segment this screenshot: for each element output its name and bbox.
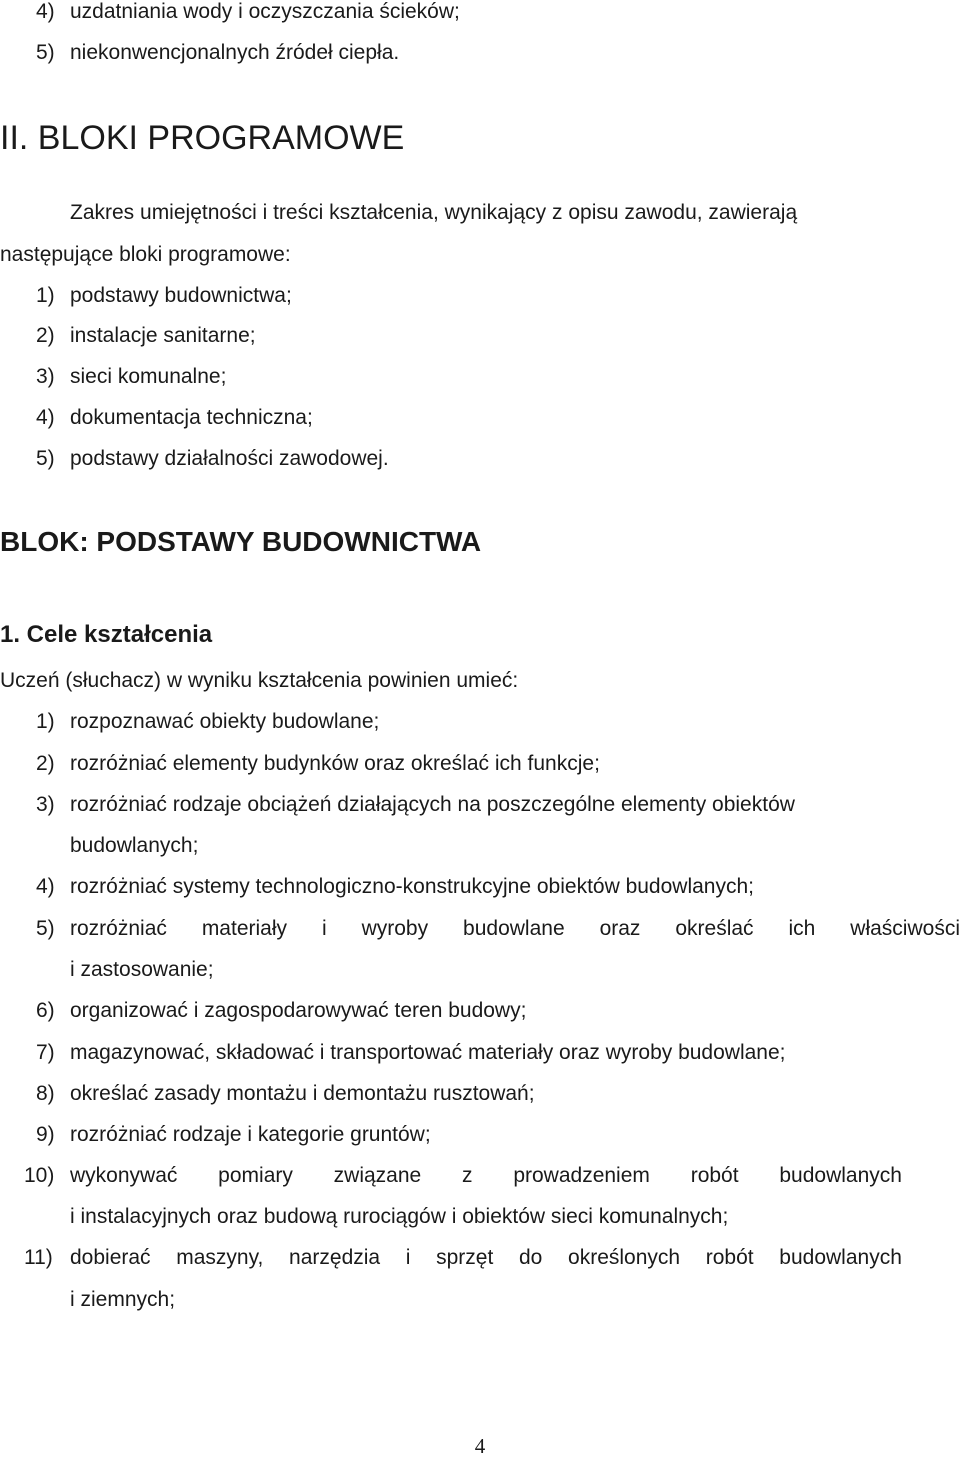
block-num-1: 1)	[36, 284, 55, 307]
goal-10-word: budowlanych	[779, 1164, 902, 1187]
goal-num-9: 9)	[36, 1123, 55, 1146]
goal-5-word: ich	[788, 917, 816, 940]
goal-10-word: z	[462, 1164, 473, 1187]
block-num-4: 4)	[36, 406, 55, 429]
goal-num-6: 6)	[36, 999, 55, 1022]
goal-num-4: 4)	[36, 875, 55, 898]
goal-5-word: materiały	[201, 917, 288, 940]
goal-item-11-cont: i ziemnych;	[70, 1288, 176, 1311]
goal-5-word: wyroby	[361, 917, 429, 940]
section-heading: II. BLOKI PROGRAMOWE	[0, 119, 405, 157]
goal-10-word: wykonywać	[70, 1164, 178, 1187]
goal-11-word: określonych	[568, 1246, 681, 1269]
goal-5-word: określać	[675, 917, 754, 940]
goals-heading: 1. Cele kształcenia	[0, 621, 213, 648]
goal-11-word: maszyny,	[176, 1246, 264, 1269]
goal-item-6: organizować i zagospodarowywać teren budowy;	[70, 999, 527, 1022]
top-list-num-4: 4)	[36, 0, 55, 23]
goal-5-word: i	[321, 917, 327, 940]
goal-5-word: budowlane	[463, 917, 565, 940]
goal-num-1: 1)	[36, 710, 55, 733]
goal-item-2: rozróżniać elementy budynków oraz określać ich funkcje;	[70, 752, 600, 775]
goal-11-word: sprzęt	[436, 1246, 494, 1269]
goal-10-word: robót	[690, 1164, 739, 1187]
goal-11-word: dobierać	[70, 1246, 151, 1269]
goal-10-word: prowadzeniem	[513, 1164, 650, 1187]
goal-num-11: 11)	[24, 1246, 53, 1269]
block-item-1: podstawy budownictwa;	[70, 284, 292, 307]
goal-num-3: 3)	[36, 793, 55, 816]
goals-intro: Uczeń (słuchacz) w wyniku kształcenia powinien umieć:	[0, 669, 519, 692]
goal-5-word: oraz	[599, 917, 641, 940]
goal-5-word: rozróżniać	[70, 917, 167, 940]
goal-num-7: 7)	[36, 1041, 55, 1064]
goal-11-word: budowlanych	[779, 1246, 902, 1269]
top-list-num-5: 5)	[36, 41, 55, 64]
top-list-item-5: niekonwencjonalnych źródeł ciepła.	[70, 41, 400, 64]
block-item-5: podstawy działalności zawodowej.	[70, 447, 389, 470]
block-num-3: 3)	[36, 365, 55, 388]
goal-11-word: robót	[705, 1246, 754, 1269]
goal-11-word: do	[518, 1246, 543, 1269]
page-number: 4	[474, 1434, 486, 1458]
goal-item-5	[70, 916, 960, 942]
goal-10-word: pomiary	[218, 1164, 293, 1187]
goal-10-word: związane	[333, 1164, 422, 1187]
goal-11-word: i	[405, 1246, 411, 1269]
goal-num-10: 10)	[24, 1164, 55, 1187]
goal-item-3: rozróżniać rodzaje obciążeń działających na poszczególne elementy obiektów	[70, 793, 795, 816]
goal-num-2: 2)	[36, 752, 55, 775]
intro-line-2: następujące bloki programowe:	[0, 243, 291, 266]
block-item-4: dokumentacja techniczna;	[70, 406, 313, 429]
intro-line-1: Zakres umiejętności i treści kształcenia, wynikający z opisu zawodu, zawierają	[70, 201, 798, 224]
goal-item-11	[70, 1245, 902, 1271]
block-num-2: 2)	[36, 324, 55, 347]
goal-item-3-cont: budowlanych;	[70, 834, 199, 857]
goal-11-word: narzędzia	[289, 1246, 381, 1269]
goal-item-4: rozróżniać systemy technologiczno-konstrukcyjne obiektów budowlanych;	[70, 875, 754, 898]
block-item-2: instalacje sanitarne;	[70, 324, 256, 347]
goal-item-5-cont: i zastosowanie;	[70, 958, 214, 981]
goal-item-1: rozpoznawać obiekty budowlane;	[70, 710, 380, 733]
top-list-item-4: uzdatniania wody i oczyszczania ścieków;	[70, 0, 460, 23]
block-item-3: sieci komunalne;	[70, 365, 227, 388]
goal-item-7: magazynować, składować i transportować materiały oraz wyroby budowlane;	[70, 1041, 786, 1064]
goal-num-5: 5)	[36, 917, 55, 940]
goal-item-8: określać zasady montażu i demontażu rusztowań;	[70, 1082, 535, 1105]
goal-item-10	[70, 1163, 902, 1189]
goal-5-word: właściwości	[850, 917, 960, 940]
block-num-5: 5)	[36, 447, 55, 470]
block-heading: BLOK: PODSTAWY BUDOWNICTWA	[0, 526, 482, 557]
goal-num-8: 8)	[36, 1082, 55, 1105]
goal-item-10-cont: i instalacyjnych oraz budową rurociągów i obiektów sieci komunalnych;	[70, 1205, 729, 1228]
goal-item-9: rozróżniać rodzaje i kategorie gruntów;	[70, 1123, 431, 1146]
